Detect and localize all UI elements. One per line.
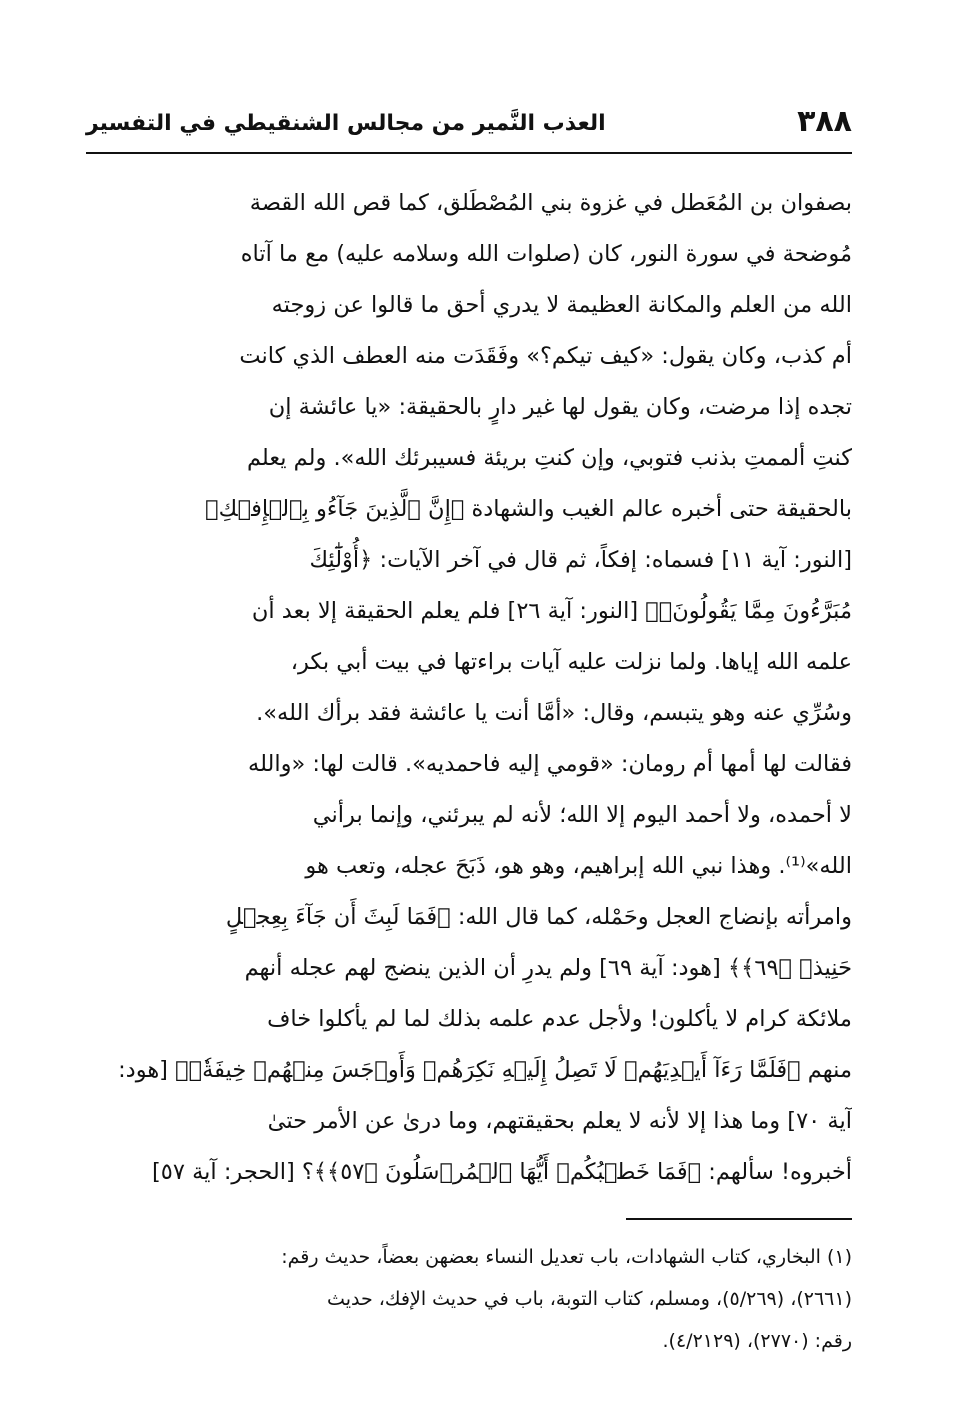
text-line: وسُرِّي عنه وهو يتبسم، وقال: «أمَّا أنت يا عائشة فقد برأك الله». bbox=[256, 700, 852, 726]
text-line: الله من العلم والمكانة العظيمة لا يدري أحق ما قالوا عن زوجته bbox=[271, 292, 852, 318]
text-line: بالحقيقة حتى أخبره عالم الغيب والشهادة ﴿إِنَّ ٱلَّذِينَ جَآءُو بِٱلۡإِفۡكِ﴾ bbox=[205, 496, 852, 522]
text-line: وامرأته بإنضاج العجل وحَمْله، كما قال الله: ﴿فَمَا لَبِثَ أَن جَآءَ بِعِجۡلٍ bbox=[225, 904, 852, 930]
text-line: مُبَرَّءُونَ مِمَّا يَقُولُونَۖ﴾ [النور: آية ٢٦] فلم يعلم الحقيقة إلا بعد أن bbox=[251, 598, 852, 624]
text-line: كنتِ ألممتِ بذنب فتوبي، وإن كنتِ بريئة فسيبرئك الله». ولم يعلم bbox=[246, 445, 852, 471]
text-line: الله»⁽¹⁾. وهذا نبي الله إبراهيم، وهو هو، ذَبَحَ عجله، وتعب هو bbox=[305, 853, 852, 879]
text-line: بصفوان بن المُعَطل في غزوة بني المُصْطَلق، كما قص الله القصة bbox=[249, 190, 852, 216]
footnote-rule bbox=[626, 1218, 852, 1220]
text-line: حَنِيذٖ ﴿٦٩﴾﴾ [هود: آية ٦٩] ولم يدرِ أن الذين ينضج لهم عجله أنهم bbox=[244, 955, 852, 981]
text-line: مُوضحة في سورة النور، كان (صلوات الله وسلامه عليه) مع ما آتاه bbox=[240, 241, 852, 267]
text-line: منهم ﴿فَلَمَّا رَءَآ أَيۡدِيَهُمۡ لَا تَصِلُ إِلَيۡهِ نَكِرَهُمۡ وَأَوۡجَسَ مِنۡهُمۡ خِيفَةٗۚ﴾ [هود: bbox=[118, 1057, 852, 1083]
running-title: العذب النَّمير من مجالس الشنقيطي في التفسير bbox=[86, 111, 606, 136]
text-line: علمه الله إياها. ولما نزلت عليه آيات براءتها في بيت أبي بكر، bbox=[290, 649, 852, 675]
text-line: تجده إذا مرضت، وكان يقول لها غير دارٍ بالحقيقة: «يا عائشة إن bbox=[268, 394, 852, 420]
text-line: فقالت لها أمها أم رومان: «قومي إليه فاحمديه». قالت لها: «والله bbox=[248, 751, 852, 777]
footnotes bbox=[86, 1236, 852, 1362]
text-line: لا أحمده، ولا أحمد اليوم إلا الله؛ لأنه لم يبرئني، وإنما برأني bbox=[312, 802, 852, 828]
footnote-line: (٢٦٦١)، (٥/٢٦٩)، ومسلم، كتاب التوبة، باب في حديث الإفك، حديث bbox=[327, 1288, 852, 1310]
footnote-line: (١) البخاري، كتاب الشهادات، باب تعديل النساء بعضهن بعضاً، حديث رقم: bbox=[281, 1246, 852, 1268]
text-line: أم كذب، وكان يقول: «كيف تيكم؟» وفَقَدَت منه العطف الذي كانت bbox=[239, 343, 852, 369]
header-rule bbox=[86, 152, 852, 154]
text-line: آية ٧٠] وما هذا إلا لأنه لا يعلم بحقيقتهم، وما درىٰ عن الأمر حتىٰ bbox=[267, 1108, 852, 1134]
text-line: ملائكة كرام لا يأكلون! ولأجل عدم علمه بذلك لما لم يأكلوا خاف bbox=[267, 1006, 852, 1032]
text-line: [النور: آية ١١] فسماه: إفكاً، ثم قال في آخر الآيات: ﴿أُوْلَٰٓئِكَ bbox=[309, 547, 852, 573]
footnote-line: رقم: (٢٧٧٠)، (٤/٢١٢٩). bbox=[662, 1330, 852, 1352]
text-line: أخبروه! سألهم: ﴿فَمَا خَطۡبُكُمۡ أَيُّهَا ٱلۡمُرۡسَلُونَ ﴿٥٧﴾﴾؟ [الحجر: آية ٥٧] bbox=[151, 1159, 852, 1185]
body-text bbox=[86, 178, 852, 1198]
page-header bbox=[86, 100, 852, 150]
page-number: ٣٨٨ bbox=[797, 104, 852, 139]
